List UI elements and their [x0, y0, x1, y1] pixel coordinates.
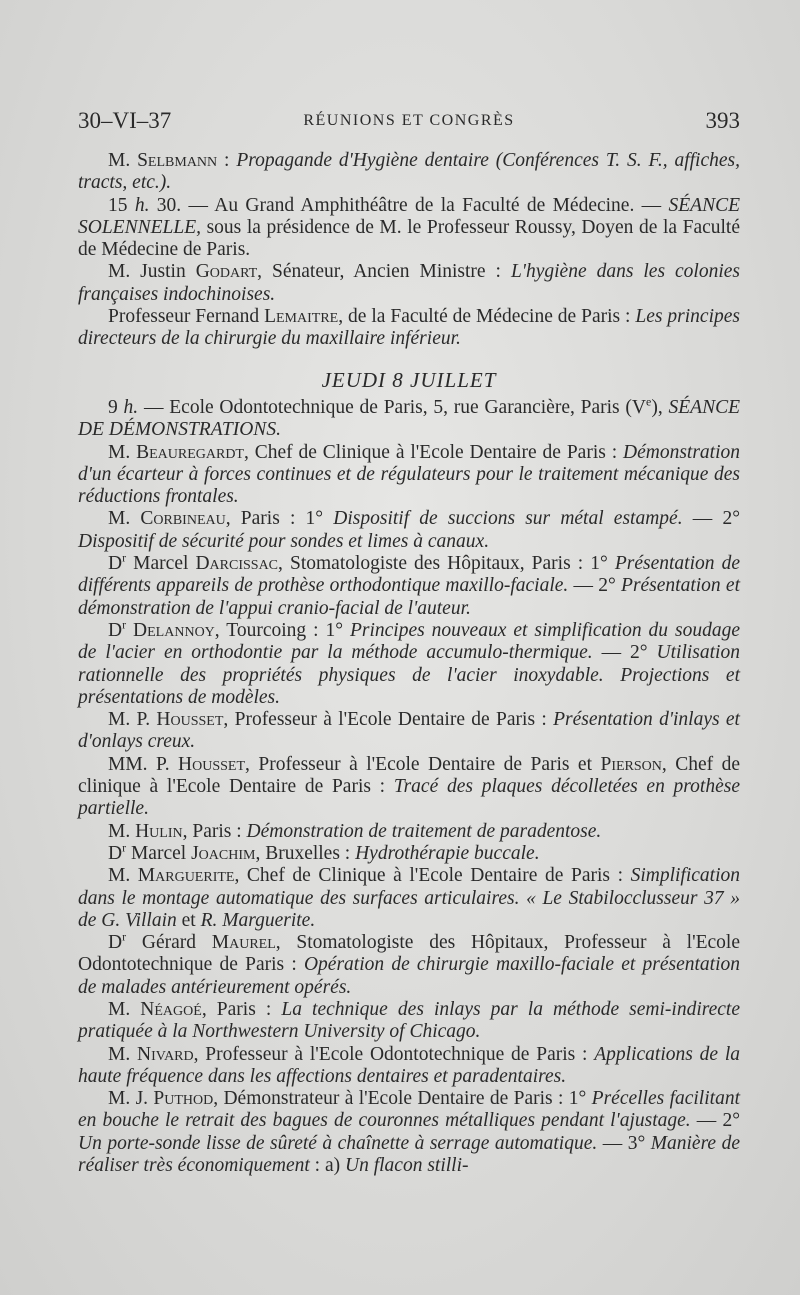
- paragraph-godart: M. Justin Godart, Sénateur, Ancien Ministre : L'hygiène dans les colonies françaises indochinoises.: [78, 261, 741, 305]
- header-title: RÉUNIONS ET CONGRÈS: [303, 112, 515, 129]
- paragraph-hulin: M. Hulin, Paris : Démonstration de traitement de paradentose.: [108, 820, 602, 842]
- running-header: [78, 108, 740, 138]
- paragraph-puthod: M. J. Puthod, Démonstrateur à l'Ecole Dentaire de Paris : 1° Précelles facilitant en bouche le retrait des bagues de couronnes métalliques pendant l'ajustage. — 2° Un porte-sonde lisse de sûreté à chaînette à serrage automatique. — 3° Manière de réaliser très économiquement : a) Un flacon stilli-: [78, 1088, 740, 1177]
- paragraph-housset-pierson: MM. P. Housset, Professeur à l'Ecole Dentaire de Paris et Pierson, Chef de clinique à l'Ecole Dentaire de Paris : Tracé des plaques décolletées en prothèse partielle.: [78, 753, 740, 820]
- paragraph-housset: M. P. Housset, Professeur à l'Ecole Dentaire de Paris : Présentation d'inlays et d'onlays creux.: [78, 709, 740, 753]
- paragraph-joachim: $D^r$ Marcel Joachim, Bruxelles : Hydrothérapie buccale.: [108, 840, 540, 864]
- paragraph-seance-solennelle: 15 h. 30. — Au Grand Amphithéâtre de la Faculté de Médecine. — SÉANCE SOLENNELLE, sous la présidence de M. le Professeur Roussy, Doyen de la Faculté de Médecine de Paris.: [78, 194, 741, 261]
- day-heading: JEUDI 8 JUILLET: [321, 367, 497, 392]
- paragraph-selbmann: M. Selbmann : Propagande d'Hygiène dentaire (Conférences T. S. F., affiches, tracts, etc.).: [78, 150, 740, 194]
- paragraph-corbineau: M. Corbineau, Paris : 1° Dispositif de succions sur métal estampé. — 2° Dispositif de sécurité pour sondes et limes à canaux.: [78, 508, 740, 552]
- header-date: 30–VI–37: [78, 108, 172, 133]
- paragraph-lemaitre: Professeur Fernand Lemaitre, de la Faculté de Médecine de Paris : Les principes directeurs de la chirurgie du maxillaire inférieur.: [78, 306, 740, 350]
- paragraph-marguerite: M. Marguerite, Chef de Clinique à l'Ecole Dentaire de Paris : Simplification dans le montage automatique des surfaces articulaires. « Le Stabilocclusseur 37 » de G. Villain et R. Marguerite.: [78, 865, 740, 931]
- paragraph-maurel: $D^r$ Gérard Maurel, Stomatologiste des Hôpitaux, Professeur à l'Ecole Odontotechnique de Paris : Opération de chirurgie maxillo-faciale et présentation de malades antérieurement opérés.: [78, 929, 741, 998]
- paragraph-delannoy: $D^r$ Delannoy, Tourcoing : 1° Principes nouveaux et simplification du soudage de l'acier en orthodontie par la méthode accumulo-thermique. — 2° Utilisation rationnelle des propriétés physiques de l'acier inoxydable. Projections et présentations de modèles.: [78, 617, 740, 708]
- paragraph-neagoe: M. Néagoé, Paris : La technique des inlays par la méthode semi-indirecte pratiquée à la Northwestern University of Chicago.: [78, 998, 741, 1043]
- page-body: [78, 150, 740, 1177]
- page-number: 393: [705, 108, 740, 133]
- paragraph-darcissac: $D^r$ Marcel Darcissac, Stomatologiste des Hôpitaux, Paris : 1° Présentation de différents appareils de prothèse orthodontique maxillo-faciale. — 2° Présentation et démonstration de l'appui cranio-facial de l'auteur.: [78, 550, 740, 619]
- paragraph-seance-demonstrations: 9 h. — Ecole Odontotechnique de Paris, 5, rue Garancière, Paris (Ve), SÉANCE DE DÉMONSTRATIONS.: [78, 394, 741, 441]
- paragraph-beauregardt: M. Beauregardt, Chef de Clinique à l'Ecole Dentaire de Paris : Démonstration d'un écarteur à forces continues et de régulateurs pour le traitement mécanique des réductions frontales.: [78, 441, 740, 508]
- paragraph-nivard: M. Nivard, Professeur à l'Ecole Odontotechnique de Paris : Applications de la haute fréquence dans les affections dentaires et paradentaires.: [78, 1043, 740, 1087]
